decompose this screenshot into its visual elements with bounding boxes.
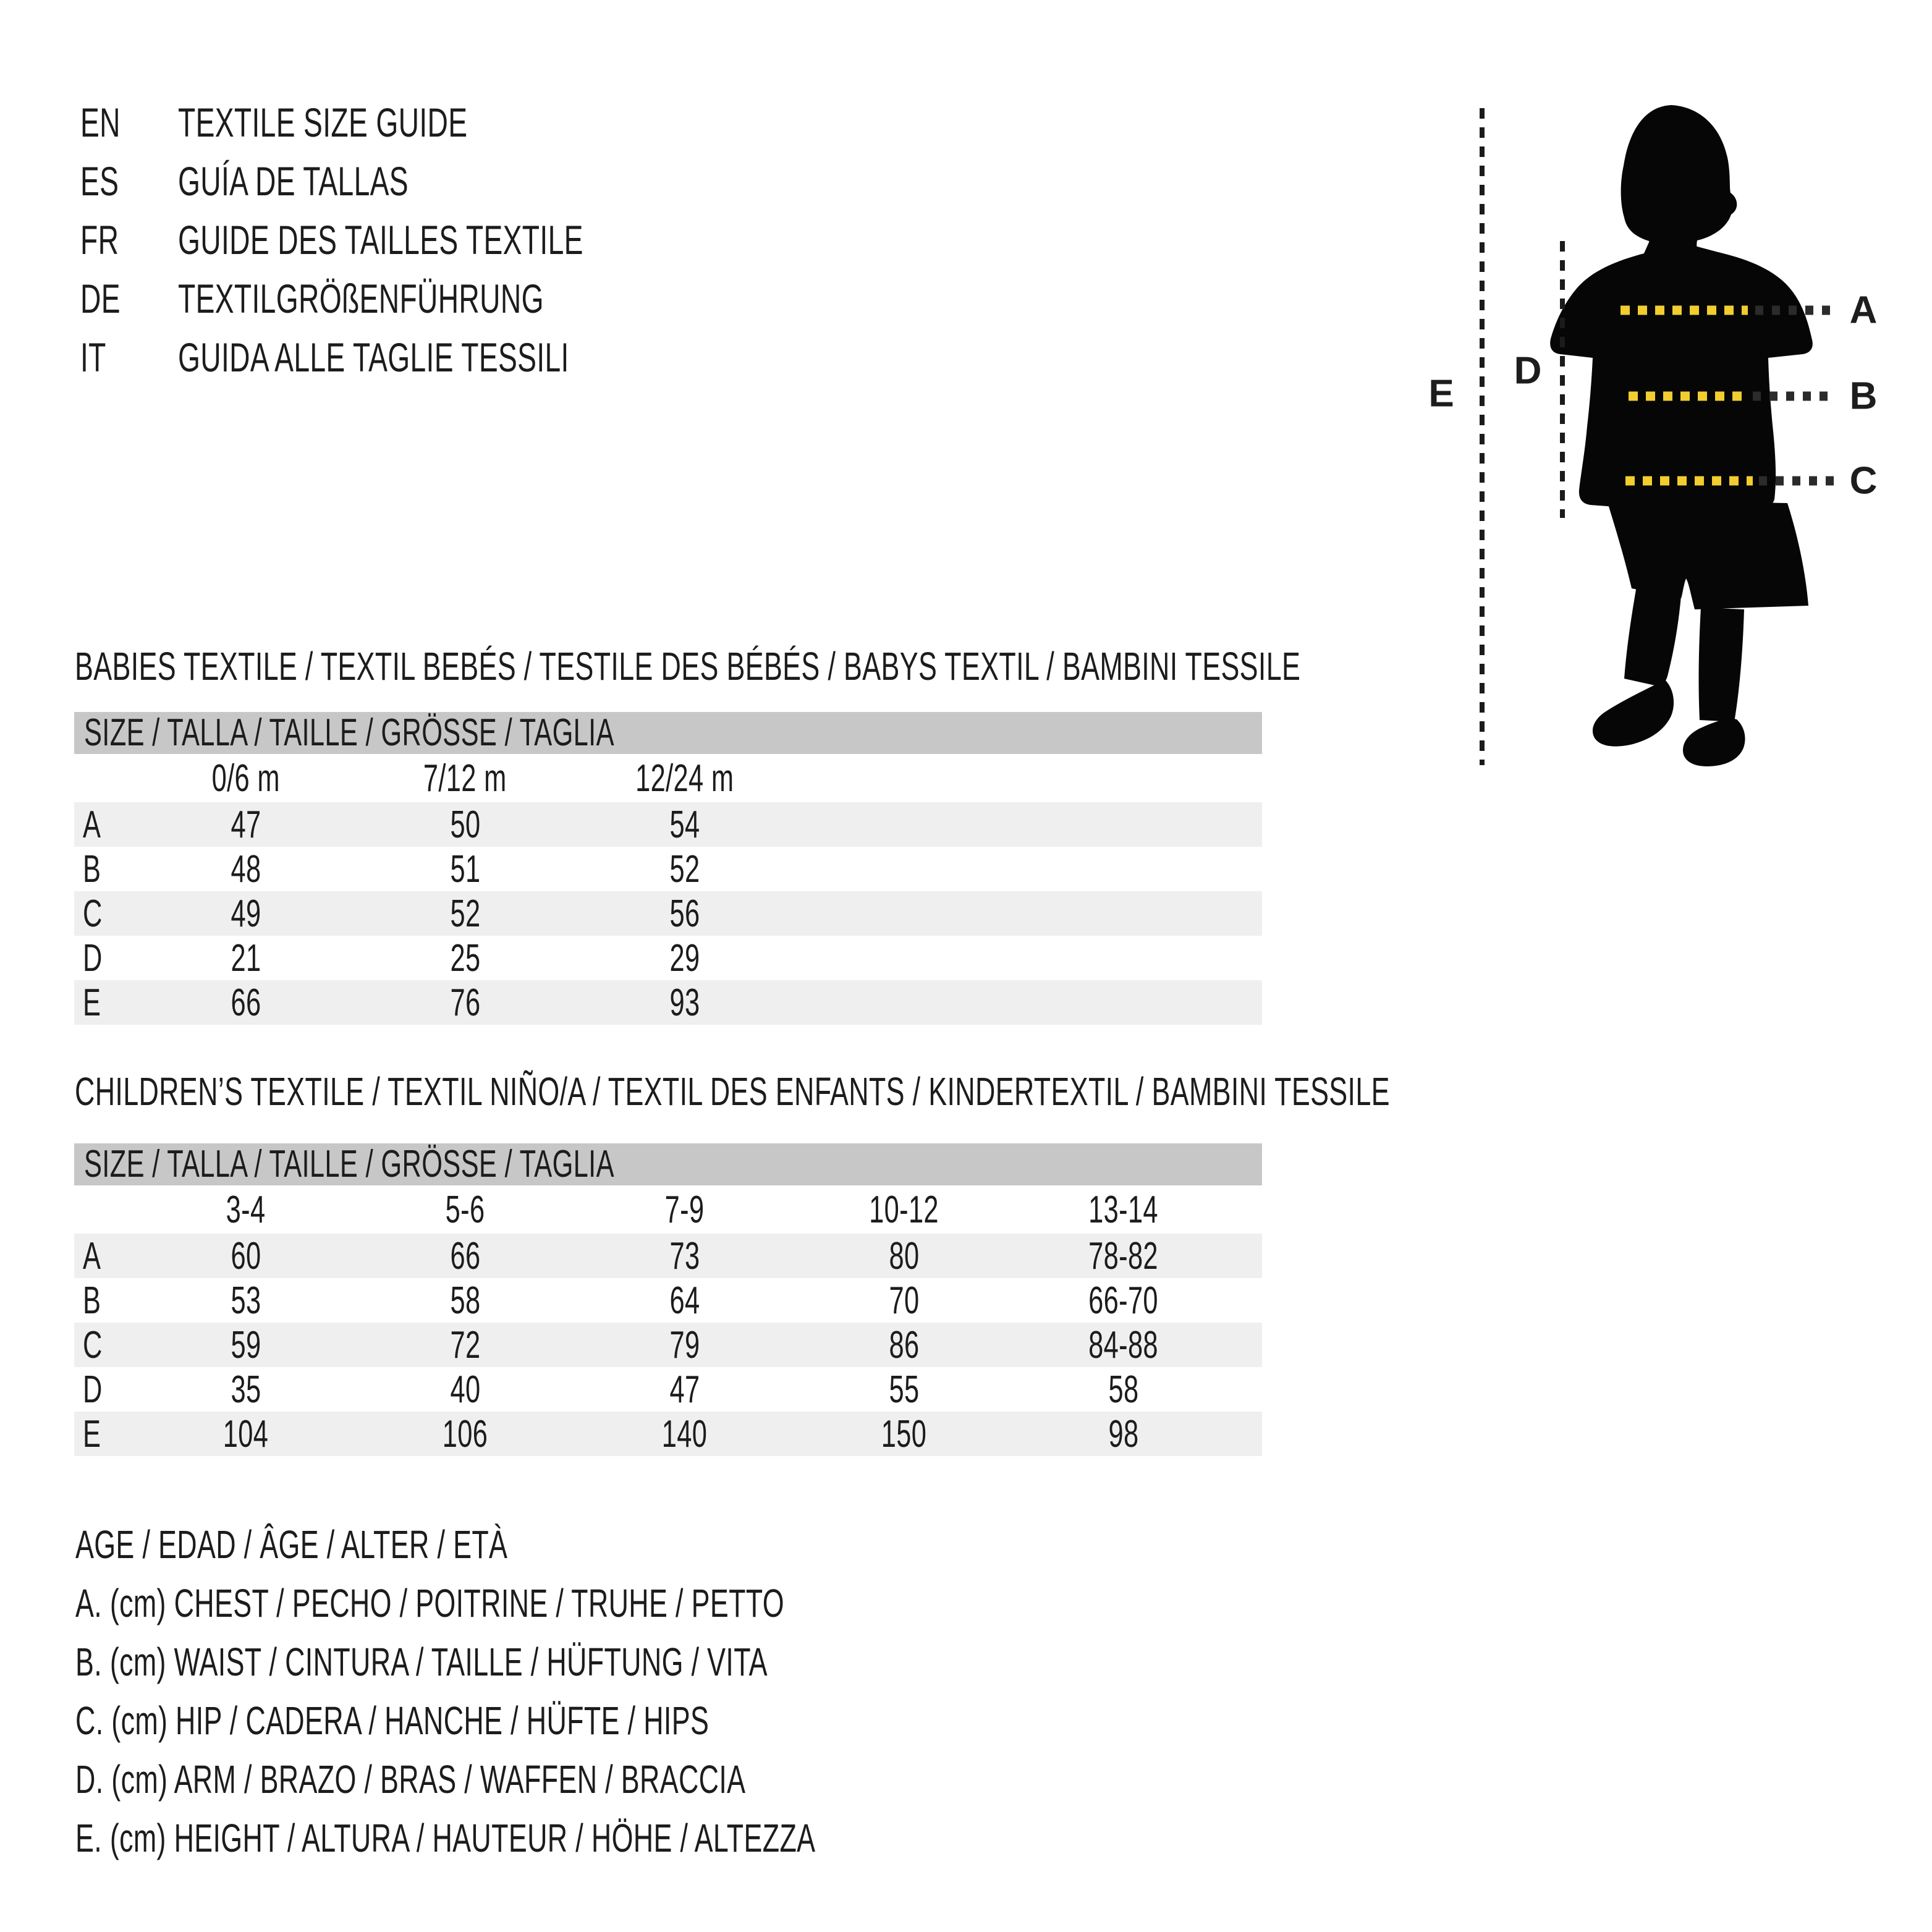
- language-code: FR: [80, 216, 119, 263]
- babies-size-header-bar: [74, 712, 1262, 754]
- value-cell: 58: [1108, 1368, 1138, 1411]
- value-cell: 48: [231, 847, 261, 891]
- measurement-legend: [75, 1515, 1133, 1868]
- table-row: [74, 1412, 1262, 1456]
- table-row: [74, 802, 1262, 847]
- column-header: 3-4: [226, 1188, 266, 1231]
- value-cell: 104: [222, 1412, 269, 1455]
- figure-label-hip: C: [1849, 459, 1878, 502]
- language-code: IT: [80, 334, 106, 380]
- language-title: TEXTILE SIZE GUIDE: [178, 99, 468, 145]
- row-label: B: [83, 1279, 101, 1322]
- table-row: [74, 980, 1262, 1025]
- figure-label-chest: A: [1849, 289, 1878, 332]
- value-cell: 78-82: [1088, 1234, 1158, 1277]
- children-size-header-bar: [74, 1143, 1262, 1185]
- value-cell: 52: [450, 892, 480, 935]
- language-code: DE: [80, 275, 121, 321]
- value-cell: 60: [231, 1234, 261, 1277]
- column-header: 7/12 m: [423, 756, 507, 800]
- row-label: C: [83, 892, 103, 935]
- row-label: D: [83, 1368, 103, 1411]
- children-size-table: [74, 1143, 1262, 1456]
- value-cell: 80: [889, 1234, 919, 1277]
- row-label: C: [83, 1323, 103, 1366]
- language-code: EN: [80, 99, 121, 145]
- legend-line-age: AGE / EDAD / ÂGE / ALTER / ETÀ: [75, 1522, 508, 1567]
- children-section-title: [75, 1069, 1932, 1114]
- row-label: A: [83, 803, 101, 846]
- value-cell: 93: [669, 981, 700, 1024]
- children-title-text: CHILDREN’S TEXTILE / TEXTIL NIÑO/A / TEXTIL DES ENFANTS / KINDERTEXTIL / BAMBINI TESSILE: [75, 1069, 1390, 1114]
- row-label: D: [83, 936, 103, 980]
- value-cell: 49: [231, 892, 261, 935]
- value-cell: 79: [669, 1323, 700, 1366]
- measurement-figure: [1409, 49, 1932, 816]
- language-header: [80, 93, 757, 386]
- language-row-es: [80, 151, 757, 210]
- column-header: 12/24 m: [635, 756, 734, 800]
- size-header-text: SIZE / TALLA / TAILLE / GRÖSSE / TAGLIA: [84, 711, 614, 754]
- value-cell: 40: [450, 1368, 480, 1411]
- value-cell: 25: [450, 936, 480, 980]
- babies-title-text: BABIES TEXTILE / TEXTIL BEBÉS / TESTILE DES BÉBÉS / BABYS TEXTIL / BAMBINI TESSILE: [75, 644, 1301, 688]
- table-row: [74, 847, 1262, 891]
- language-row-it: [80, 328, 757, 386]
- legend-line-height: E. (cm) HEIGHT / ALTURA / HAUTEUR / HÖHE / ALTEZZA: [75, 1816, 816, 1860]
- column-header: 5-6: [445, 1188, 485, 1231]
- value-cell: 55: [889, 1368, 919, 1411]
- value-cell: 21: [231, 936, 261, 980]
- row-label: A: [83, 1234, 101, 1277]
- value-cell: 72: [450, 1323, 480, 1366]
- value-cell: 140: [661, 1412, 708, 1455]
- language-title: GUÍA DE TALLAS: [178, 158, 409, 204]
- value-cell: 86: [889, 1323, 919, 1366]
- value-cell: 54: [669, 803, 700, 846]
- column-header: 7-9: [664, 1188, 705, 1231]
- language-title: GUIDA ALLE TAGLIE TESSILI: [178, 334, 569, 380]
- figure-label-height: E: [1428, 372, 1454, 415]
- table-row: [74, 891, 1262, 936]
- column-header: 10-12: [869, 1188, 939, 1231]
- language-title: GUIDE DES TAILLES TEXTILE: [178, 216, 583, 263]
- value-cell: 150: [881, 1412, 927, 1455]
- table-row: [74, 1278, 1262, 1323]
- value-cell: 66-70: [1088, 1279, 1158, 1322]
- value-cell: 53: [231, 1279, 261, 1322]
- table-row: [74, 1367, 1262, 1412]
- column-header: 13-14: [1088, 1188, 1158, 1231]
- babies-column-header-row: [74, 754, 1262, 802]
- table-row: [74, 936, 1262, 980]
- value-cell: 98: [1108, 1412, 1138, 1455]
- legend-line-hip: C. (cm) HIP / CADERA / HANCHE / HÜFTE / HIPS: [75, 1698, 710, 1743]
- value-cell: 64: [669, 1279, 700, 1322]
- figure-label-waist: B: [1849, 375, 1878, 418]
- value-cell: 47: [669, 1368, 700, 1411]
- value-cell: 59: [231, 1323, 261, 1366]
- language-title: TEXTILGRÖßENFÜHRUNG: [178, 275, 544, 321]
- legend-line-chest: A. (cm) CHEST / PECHO / POITRINE / TRUHE / PETTO: [75, 1581, 784, 1625]
- legend-line-waist: B. (cm) WAIST / CINTURA / TAILLE / HÜFTUNG / VITA: [75, 1640, 768, 1684]
- value-cell: 52: [669, 847, 700, 891]
- row-label: E: [83, 981, 101, 1024]
- value-cell: 76: [450, 981, 480, 1024]
- figure-label-arm: D: [1514, 349, 1542, 392]
- value-cell: 58: [450, 1279, 480, 1322]
- value-cell: 56: [669, 892, 700, 935]
- value-cell: 66: [450, 1234, 480, 1277]
- language-row-en: [80, 93, 757, 151]
- value-cell: 70: [889, 1279, 919, 1322]
- value-cell: 29: [669, 936, 700, 980]
- children-column-header-row: [74, 1185, 1262, 1234]
- legend-line-arm: D. (cm) ARM / BRAZO / BRAS / WAFFEN / BRACCIA: [75, 1757, 746, 1802]
- row-label: B: [83, 847, 101, 891]
- row-label: E: [83, 1412, 101, 1455]
- child-silhouette-diagram: [1409, 49, 1932, 816]
- table-row: [74, 1234, 1262, 1278]
- value-cell: 51: [450, 847, 480, 891]
- value-cell: 47: [231, 803, 261, 846]
- value-cell: 35: [231, 1368, 261, 1411]
- babies-section-title: [75, 644, 1826, 688]
- language-code: ES: [80, 158, 119, 204]
- value-cell: 50: [450, 803, 480, 846]
- babies-size-table: [74, 712, 1262, 1025]
- column-header: 0/6 m: [211, 756, 280, 800]
- size-header-text: SIZE / TALLA / TAILLE / GRÖSSE / TAGLIA: [84, 1143, 614, 1185]
- language-row-fr: [80, 210, 757, 269]
- table-row: [74, 1323, 1262, 1367]
- value-cell: 66: [231, 981, 261, 1024]
- language-row-de: [80, 269, 757, 328]
- value-cell: 84-88: [1088, 1323, 1158, 1366]
- value-cell: 73: [669, 1234, 700, 1277]
- value-cell: 106: [442, 1412, 488, 1455]
